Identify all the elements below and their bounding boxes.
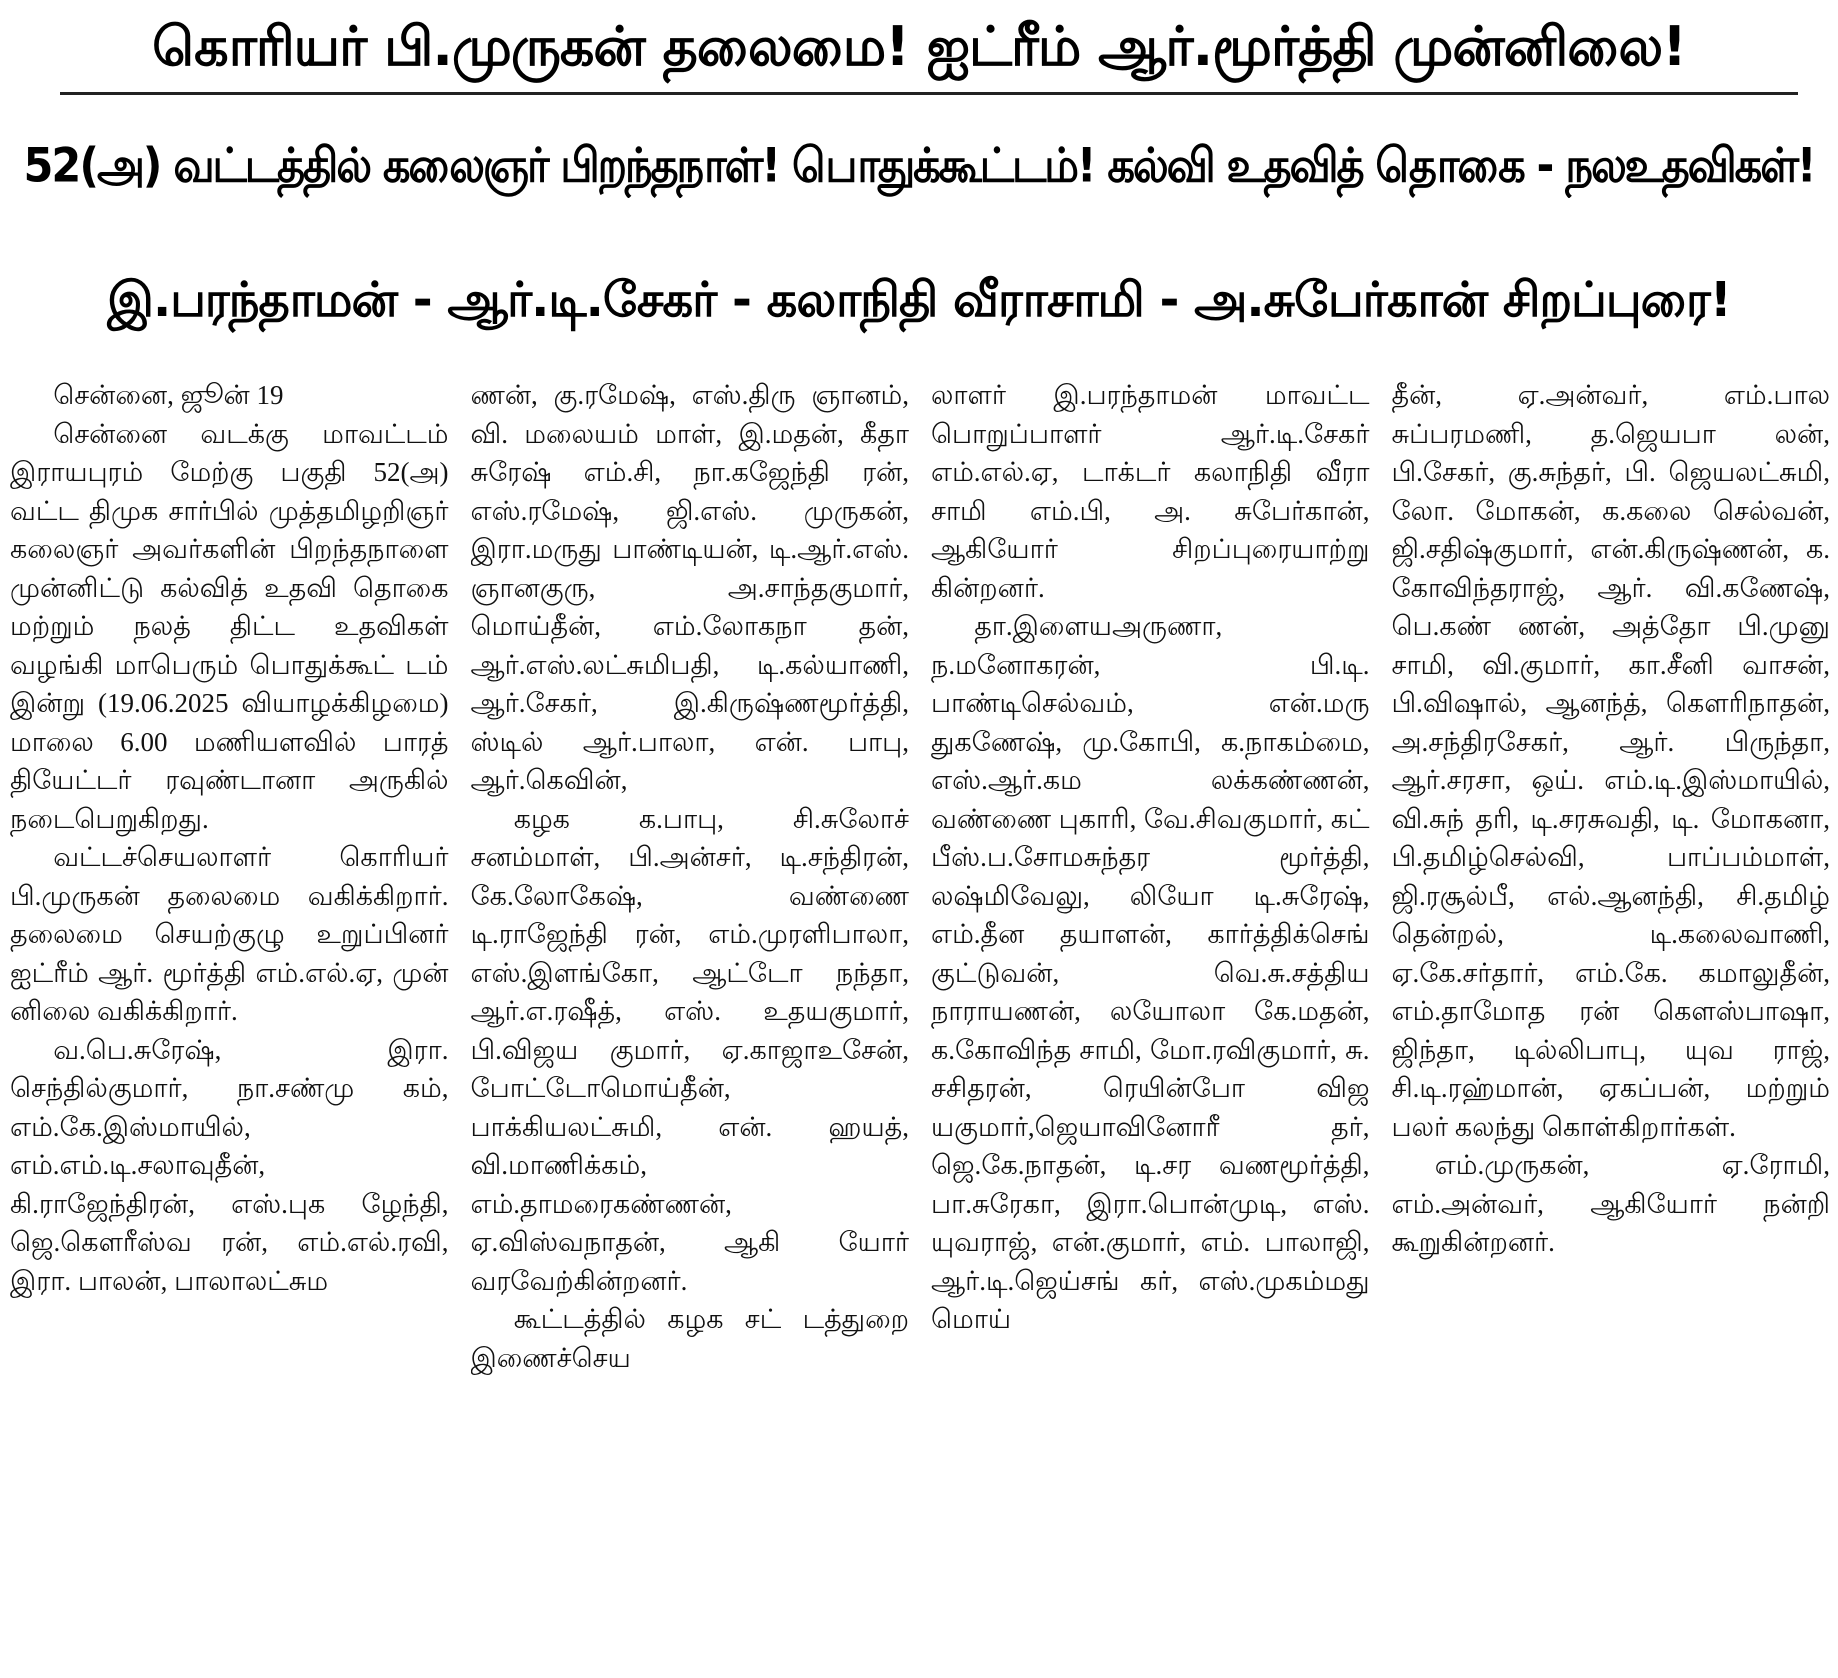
article-column-4 [1392,376,1831,1666]
paragraph-welcome-list-cont: ணன், கு.ரமேஷ், எஸ்.திரு ஞானம், வி. மலையம் மாள், இ.மதன், கீதா சுரேஷ் எம்.சி, நா.கஜேந்தி ரன், எஸ்.ரமேஷ், ஜி.எஸ். முருகன், இரா.மருது பாண்டியன், டி.ஆர்.எஸ். ஞானகுரு, அ.சாந்தகுமார், மொய்தீன், எம்.லோகநா தன், ஆர்.எஸ்.லட்சுமிபதி, டி.கல்யாணி, ஆர்.சேகர், இ.கிருஷ்ணமூர்த்தி, ஸ்டில் ஆர்.பாலா, என். பாபு, ஆர்.கெவின், [470,380,909,795]
paragraph-speakers: கூட்டத்தில் கழக சட் டத்துறை இணைச்செய [470,1304,909,1373]
headline-main: 52(அ) வட்டத்தில் கலைஞர் பிறந்தநாள்! பொதுக்கூட்டம்! கல்வி உதவித் தொகை - நலஉதவிகள்! [23,138,1815,194]
article-body [10,376,1830,1666]
paragraph-welcome-list: வ.பெ.சுரேஷ், இரா. செந்தில்குமார், நா.சண்மு கம், எம்.கே.இஸ்மாயில், எம்.எம்.டி.சலாவுதீன், கி.ராஜேந்திரன், எஸ்.புக ழேந்தி, ஜெ.கௌரீஸ்வ ரன், எம்.எல்.ரவி, இரா. பாலன், பாலாலட்சும [10,1034,449,1296]
article-column-3 [931,376,1370,1666]
paragraph-presidency: வட்டச்செயலாளர் கொரியர் பி.முருகன் தலைமை வகிக்கிறார். தலைமை செயற்குழு உறுப்பினர் ஐட்ரீம் ஆர். மூர்த்தி எம்.எல்.ஏ, முன் னிலை வகிக்கிறார். [10,842,449,1026]
paragraph-speakers-cont: லாளர் இ.பரந்தாமன் மாவட்ட பொறுப்பாளர் ஆர்.டி.சேகர் எம்.எல்.ஏ, டாக்டர் கலாநிதி வீரா சாமி எம்.பி, அ. சுபேர்கான், ஆகியோர் சிறப்புரையாற்று கின்றனர். [931,380,1370,603]
paragraph-thanks: எம்.முருகன், ஏ.ரோமி, எம்.அன்வர், ஆகியோர் நன்றி கூறுகின்றனர். [1391,1150,1830,1257]
headline-speakers: இ.பரந்தாமன் - ஆர்.டி.சேகர் - கலாநிதி வீராசாமி - அ.சுபேர்கான் சிறப்புரை! [107,272,1731,328]
paragraph-announcement: சென்னை வடக்கு மாவட்டம் இராயபுரம் மேற்கு பகுதி 52(அ) வட்ட திமுக சார்பில் முத்தமிழறிஞர் கலைஞர் அவர்களின் பிறந்தநாளை முன்னிட்டு கல்வித் உதவி தொகை மற்றும் நலத் திட்ட உதவிகள் வழங்கி மாபெரும் பொதுக்கூட் டம் இன்று (19.06.2025 வியாழக்கிழமை) மாலை 6.00 மணியளவில் பாரத் தியேட்டர் ரவுண்டானா அருகில் நடைபெறுகிறது. [10,418,449,834]
headline-divider [60,92,1798,95]
paragraph-welcome-list-2: கழக க.பாபு, சி.சுலோச் சனம்மாள், பி.அன்சர், டி.சந்திரன், கே.லோகேஷ், வண்ணை டி.ராஜேந்தி ரன், எம்.முரளிபாலா, எஸ்.இளங்கோ, ஆட்டோ நந்தா, ஆர்.எ.ரஷீத், எஸ். உதயகுமார், பி.விஜய குமார், ஏ.காஜாஉசேன், போட்டோமொய்தீன், பாக்கியலட்சுமி, என். ஹயத், வி.மாணிக்கம், எம்.தாமரைகண்ணன், ஏ.விஸ்வநாதன், ஆகி யோர் வரவேற்கின்றனர். [470,803,909,1296]
dateline: சென்னை, ஜூன் 19 [53,380,284,410]
paragraph-attendees-cont: தீன், ஏ.அன்வர், எம்.பால சுப்பரமணி, த.ஜெயபா லன், பி.சேகர், கு.சுந்தர், பி. ஜெயலட்சுமி, லோ. மோகன், க.கலை செல்வன், ஜி.சதிஷ்குமார், என்.கிருஷ்ணன், க. கோவிந்தராஜ், ஆர். வி.கணேஷ், பெ.கண் ணன், அத்தோ பி.முனு சாமி, வி.குமார், கா.சீனி வாசன், பி.விஷால், ஆனந்த், கௌரிநாதன், அ.சந்திரசேகர், ஆர். பிருந்தா, ஆர்.சரசா, ஒய். எம்.டி.இஸ்மாயில், வி.சுந் தரி, டி.சரசுவதி, டி. மோகனா, பி.தமிழ்செல்வி, பாப்பம்மாள், ஜி.ரசூல்பீ, எல்.ஆனந்தி, சி.தமிழ் தென்றல், டி.கலைவாணி, ஏ.கே.சர்தார், எம்.கே. கமாலுதீன், எம்.தாமோத ரன் கௌஸ்பாஷா, ஜிந்தா, டில்லிபாபு, யுவ ராஜ், சி.டி.ரஹ்மான், ஏகப்பன், மற்றும் பலர் கலந்து கொள்கிறார்கள். [1391,380,1830,1142]
article-column-2 [471,376,910,1666]
article-column-1 [10,376,449,1666]
paragraph-attendees: தா.இளையஅருணா, ந.மனோகரன், பி.டி. பாண்டிசெல்வம், என்.மரு துகணேஷ், மு.கோபி, க.நாகம்மை, எஸ்.ஆர்.கம லக்கண்ணன், வண்ணை புகாரி, வே.சிவகுமார், கட் பீஸ்.ப.சோமசுந்தர மூர்த்தி, லஷ்மிவேலு, லியோ டி.சுரேஷ், எம்.தீன தயாளன், கார்த்திக்செங் குட்டுவன், வெ.சு.சத்திய நாராயணன், லயோலா கே.மதன், க.கோவிந்த சாமி, மோ.ரவிகுமார், சு. சசிதரன், ரெயின்போ விஜ யகுமார்,ஜெயாவினோரீ தர், ஜெ.கே.நாதன், டி.சர வணமூர்த்தி, பா.சுரேகா, இரா.பொன்முடி, எஸ். யுவராஜ், என்.குமார், எம். பாலாஜி, ஆர்.டி.ஜெய்சங் கர், எஸ்.முகம்மது மொய் [931,611,1370,1334]
headline-leaders: கொரியர் பி.முருகன் தலைமை! ஐட்ரீம் ஆர்.மூர்த்தி முன்னிலை! [152,15,1686,78]
